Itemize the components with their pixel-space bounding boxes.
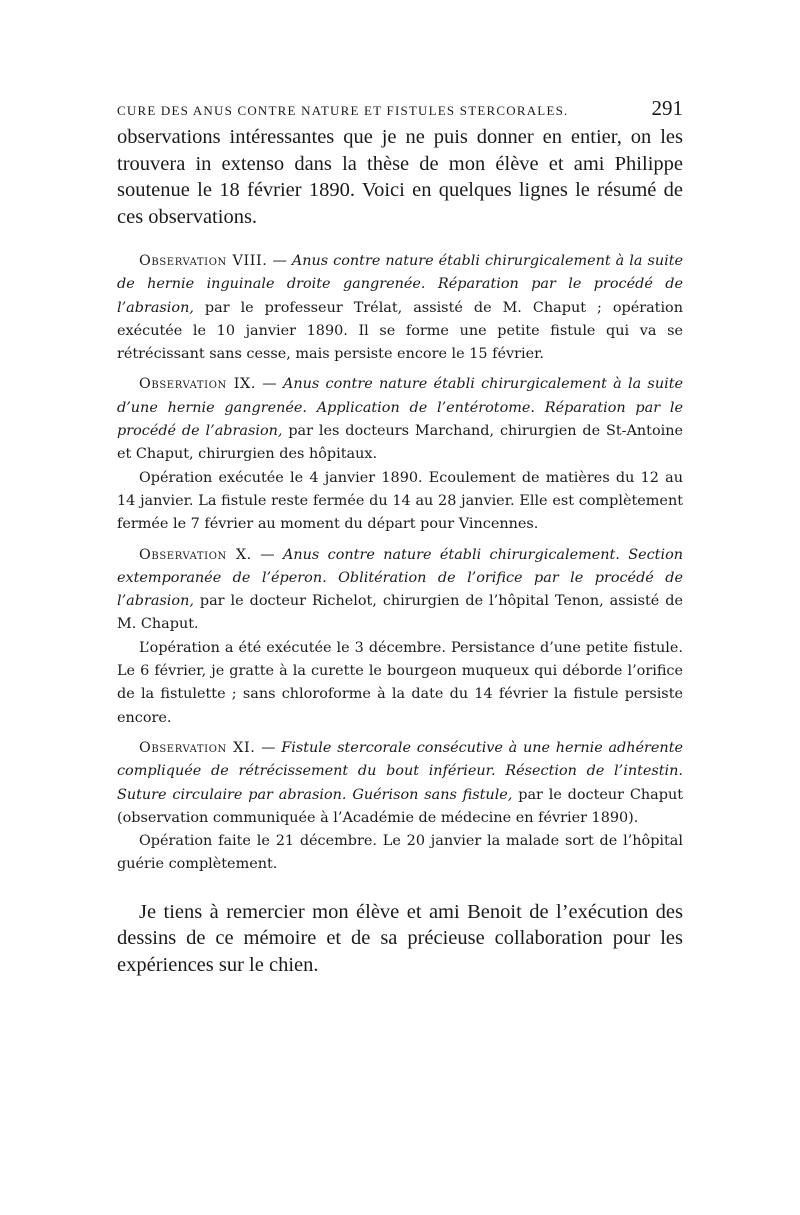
intro-paragraph: observations intéressantes que je ne puis donner en entier, on les trouvera in extenso dans la thèse de mon élève et ami Philippe soutenue le 18 février 1890. Voici en quelques lignes le résumé de ces observations. bbox=[117, 126, 683, 228]
observation-11-label: Observation XI. bbox=[139, 739, 256, 756]
observation-10-dash: — bbox=[251, 546, 283, 563]
observation-9-details: Opération exécutée le 4 janvier 1890. Ecoulement de matières du 12 au 14 janvier. La fistule reste fermée du 14 au 28 janvier. Elle est complètement fermée le 7 février au moment du départ pour Vincennes. bbox=[117, 469, 683, 533]
observation-10-label: Observation X. bbox=[139, 546, 252, 563]
running-title: CURE DES ANUS CONTRE NATURE ET FISTULES STERCORALES. bbox=[117, 103, 569, 118]
observation-8-label: Observation VIII. bbox=[139, 253, 268, 269]
page-number: 291 bbox=[651, 96, 683, 120]
observation-8-text: par le professeur Trélat, assisté de M. Chaput ; opération exécutée le 10 janvier 1890. Il se forme une petite fistule qui va se rétrécissant sans cesse, mais persiste encore le 15 février. bbox=[117, 299, 683, 363]
observation-11-dash: — bbox=[255, 739, 282, 756]
observation-8 bbox=[117, 250, 683, 366]
observation-11-details: Opération faite le 21 décembre. Le 20 janvier la malade sort de l’hôpital guérie complètement. bbox=[117, 833, 683, 873]
closing-paragraph: Je tiens à remercier mon élève et ami Benoit de l’exécution des dessins de ce mémoire et de sa précieuse collaboration pour les expériences sur le chien. bbox=[117, 900, 683, 976]
observation-8-dash: — bbox=[267, 253, 292, 269]
observation-9-text: par les docteurs Marchand, chirurgien de St-Antoine et Chaput, chirurgien des hôpitaux. bbox=[117, 423, 683, 463]
observation-10 bbox=[117, 544, 683, 637]
running-head bbox=[117, 96, 683, 124]
observation-10-text: par le docteur Richelot, chirurgien de l’hôpital Tenon, assisté de M. Chaput. bbox=[117, 593, 683, 633]
observation-9-dash: — bbox=[256, 376, 283, 393]
observation-9 bbox=[117, 373, 683, 466]
observation-8-title: Anus contre nature établi chirurgicalement à la suite de hernie inguinale droite gangrenée. Réparation par le procédé de l’abrasion, bbox=[117, 253, 683, 316]
book-page bbox=[117, 96, 683, 978]
observation-9-title: Anus contre nature établi chirurgicalement à la suite d’une hernie gangrenée. Application de l’entérotome. Réparation par le procédé de l’abrasion, bbox=[117, 376, 683, 440]
observation-11 bbox=[117, 737, 683, 830]
observation-9-label: Observation IX. bbox=[139, 376, 257, 393]
observation-11-text: par le docteur Chaput (observation communiquée à l’Académie de médecine en février 1890). bbox=[117, 786, 683, 826]
observation-11-title: Fistule stercorale consécutive à une hernie adhérente compliquée de rétrécissement du bout inférieur. Résection de l’intestin. Suture circulaire par abrasion. Guérison sans fistule, bbox=[117, 739, 683, 803]
observation-10-details: L’opération a été exécutée le 3 décembre. Persistance d’une petite fistule. Le 6 février, je gratte à la curette le bourgeon muqueux qui déborde l’orifice de la fistulette ; sans chloroforme à la date du 14 février la fistule persiste encore. bbox=[117, 639, 683, 726]
observation-10-title: Anus contre nature établi chirurgicalement. Section extemporanée de l’éperon. Oblitération de l’orifice par le procédé de l’abrasion, bbox=[117, 546, 683, 610]
